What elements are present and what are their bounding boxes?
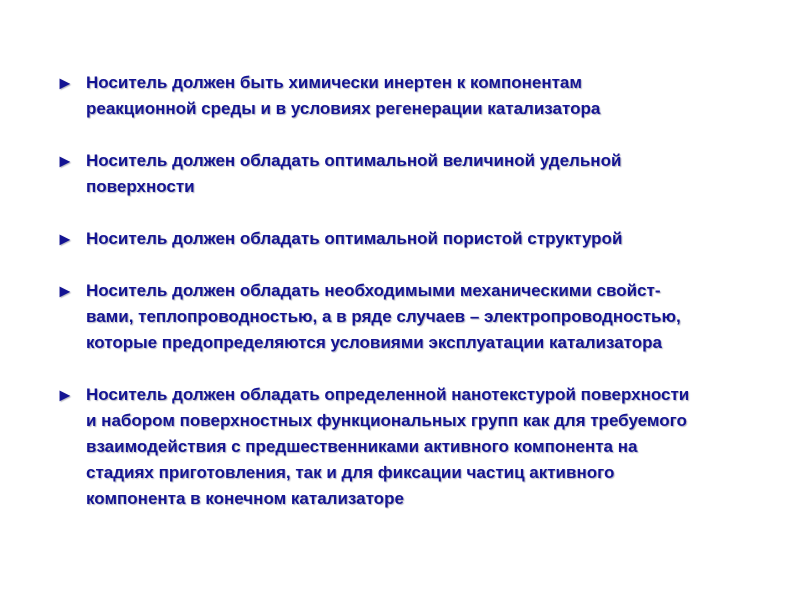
bullet-arrow-icon: ► (56, 151, 74, 171)
bullet-arrow-icon: ► (56, 73, 74, 93)
item-text-line: Носитель должен обладать оптимальной величиной удельной (86, 151, 622, 170)
bullet-item-nanotexture (56, 382, 756, 512)
bullet-arrow-icon: ► (56, 385, 74, 405)
bullet-item-porous-structure (56, 226, 756, 252)
bullet-list (56, 70, 756, 538)
item-text-line: поверхности (86, 177, 195, 196)
item-text-line: реакционной среды и в условиях регенерации катализатора (86, 99, 601, 118)
bullet-arrow-icon: ► (56, 281, 74, 301)
item-text-line: Носитель должен обладать оптимальной пористой структурой (86, 229, 623, 248)
item-text-line: взаимодействия с предшественниками активного компонента на (86, 437, 638, 456)
bullet-item-mechanical-properties (56, 278, 756, 356)
bullet-item-surface-area (56, 148, 756, 200)
bullet-item-chemical-inertness (56, 70, 756, 122)
item-text-line: вами, теплопроводностью, а в ряде случаев – электропроводностью, (86, 307, 681, 326)
item-text-line: стадиях приготовления, так и для фиксации частиц активного (86, 463, 615, 482)
bullet-arrow-icon: ► (56, 229, 74, 249)
item-text-line: Носитель должен обладать определенной нанотекстурой поверхности (86, 385, 690, 404)
item-text-line: компонента в конечном катализаторе (86, 489, 404, 508)
item-text-line: Носитель должен обладать необходимыми механическими свойст- (86, 281, 661, 300)
item-text-line: которые предопределяются условиями эксплуатации катализатора (86, 333, 662, 352)
item-text-line: Носитель должен быть химически инертен к компонентам (86, 73, 582, 92)
item-text-line: и набором поверхностных функциональных групп как для требуемого (86, 411, 687, 430)
